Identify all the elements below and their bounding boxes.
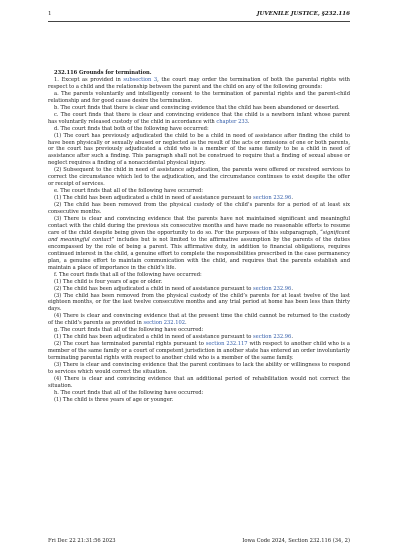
document-body [48,70,350,404]
paragraph-e: e. The court finds that all of the following have occurred: [54,188,204,195]
paragraph-f2: (2) The child has been adjudicated a child in need of assistance pursuant to section 232.96. [54,285,293,292]
paragraph-d: d. The court finds that both of the following have occurred: [54,125,209,132]
paragraph-b: b. The court finds that there is clear and convincing evidence that the child has been abandoned or deserted. [54,104,340,111]
link-section-232-96[interactable]: section 232.96 [253,334,292,341]
header-rule [48,21,350,22]
paragraph-h: h. The court finds that all of the following have occurred: [54,389,204,396]
running-title: JUVENILE JUSTICE, §232.116 [256,11,350,17]
footer-timestamp: Fri Dec 22 21:31:56 2023 [48,538,116,544]
paragraph-c: c. The court finds that there is clear and convincing evidence that the child is a newborn infant whose parent has voluntarily released custody of the child in accordance with chapter 233. [48,111,350,125]
paragraph-d2: (2) Subsequent to the child in need of assistance adjudication, the parents were offered or received services to correct the circumstance which led to the adjudication, and the circumstance continues to exist despite the offer or receipt of services. [48,167,350,188]
paragraph-e1: (1) The child has been adjudicated a child in need of assistance pursuant to section 232.96. [54,195,293,202]
paragraph-f1: (1) The child is four years of age or older. [54,278,163,285]
paragraph-f3: (3) The child has been removed from the physical custody of the child’s parents for at least twelve of the last eighteen months, or for the last twelve consecutive months and any trial period at home has been less than thirty days. [48,292,350,313]
link-chapter-233[interactable]: chapter 233 [216,118,248,125]
defined-term: “significant and meaningful contact” [48,229,350,243]
paragraph-g4: (4) There is clear and convincing evidence that an additional period of rehabilitation would not correct the situation. [48,375,350,389]
paragraph-g: g. The court finds that all of the following have occurred: [54,327,204,334]
link-section-232-96[interactable]: section 232.96 [253,285,292,292]
paragraph-g1: (1) The child has been adjudicated a child in need of assistance pursuant to section 232.96. [54,334,293,341]
paragraph-f4: (4) There is clear and convincing evidence that at the present time the child cannot be returned to the custody of the child’s parents as provided in section 232.102. [48,313,350,327]
link-section-232-117[interactable]: section 232.117 [205,341,248,348]
link-subsection-3[interactable]: subsection 3 [123,76,158,83]
paragraph-1: 1. Except as provided in subsection 3, the court may order the termination of both the parental rights with respect to a child and the relationship between the parent and the child on any of the following grounds: [48,76,350,90]
link-section-232-102[interactable]: section 232.102 [143,320,186,327]
section-title: 232.116 Grounds for termination. [54,70,152,76]
paragraph-d1: (1) The court has previously adjudicated the child to be a child in need of assistance after finding the child to have been physically or sexually abused or neglected as the result of the acts or omissions of one or both parents, or the court has previously adjudicated a child who is a member of the same family to be a child in need of assistance after such a finding. This paragraph shall not be construed to require that a finding of sexual abuse or neglect requires a finding of a nonaccidental physical injury. [48,132,350,167]
paragraph-h1: (1) The child is three years of age or younger. [54,396,174,403]
paragraph-e2: (2) The child has been removed from the physical custody of the child’s parents for a period of at least six consecutive months. [48,202,350,216]
page-number: 1 [48,11,52,17]
link-section-232-96[interactable]: section 232.96 [253,195,292,202]
paragraph-g2: (2) The court has terminated parental rights pursuant to section 232.117 with respect to another child who is a member of the same family or a court of competent jurisdiction in another state has entered an order involuntarily terminating parental rights with respect to another child who is a member of the same family. [48,341,350,362]
footer-citation: Iowa Code 2024, Section 232.116 (34, 2) [242,538,350,544]
paragraph-g3: (3) There is clear and convincing evidence that the parent continues to lack the ability or willingness to respond to services which would correct the situation. [48,362,350,375]
paragraph-f: f. The court finds that all of the following have occurred: [54,271,202,278]
paragraph-e3: (3) There is clear and convincing evidence that the parents have not maintained significant and meaningful contact with the child during the previous six consecutive months and have made no reasonable efforts to resume care of the child despite being given the opportunity to do so. For the purposes of this subparagraph, “significant and meaningful contact” includes but is not limited to the affirmative assumption by the parents of the duties encompassed by the role of being a parent. This affirmative duty, in addition to financial obligations, requires continued interest in the child, a genuine effort to complete the responsibilities prescribed in the case permanency plan, a genuine effort to maintain communication with the child, and requires that the parents establish and maintain a place of importance in the child’s life. [48,216,350,271]
paragraph-a: a. The parents voluntarily and intelligently consent to the termination of parental rights and the parent-child relationship and for good cause desire the termination. [48,90,350,104]
